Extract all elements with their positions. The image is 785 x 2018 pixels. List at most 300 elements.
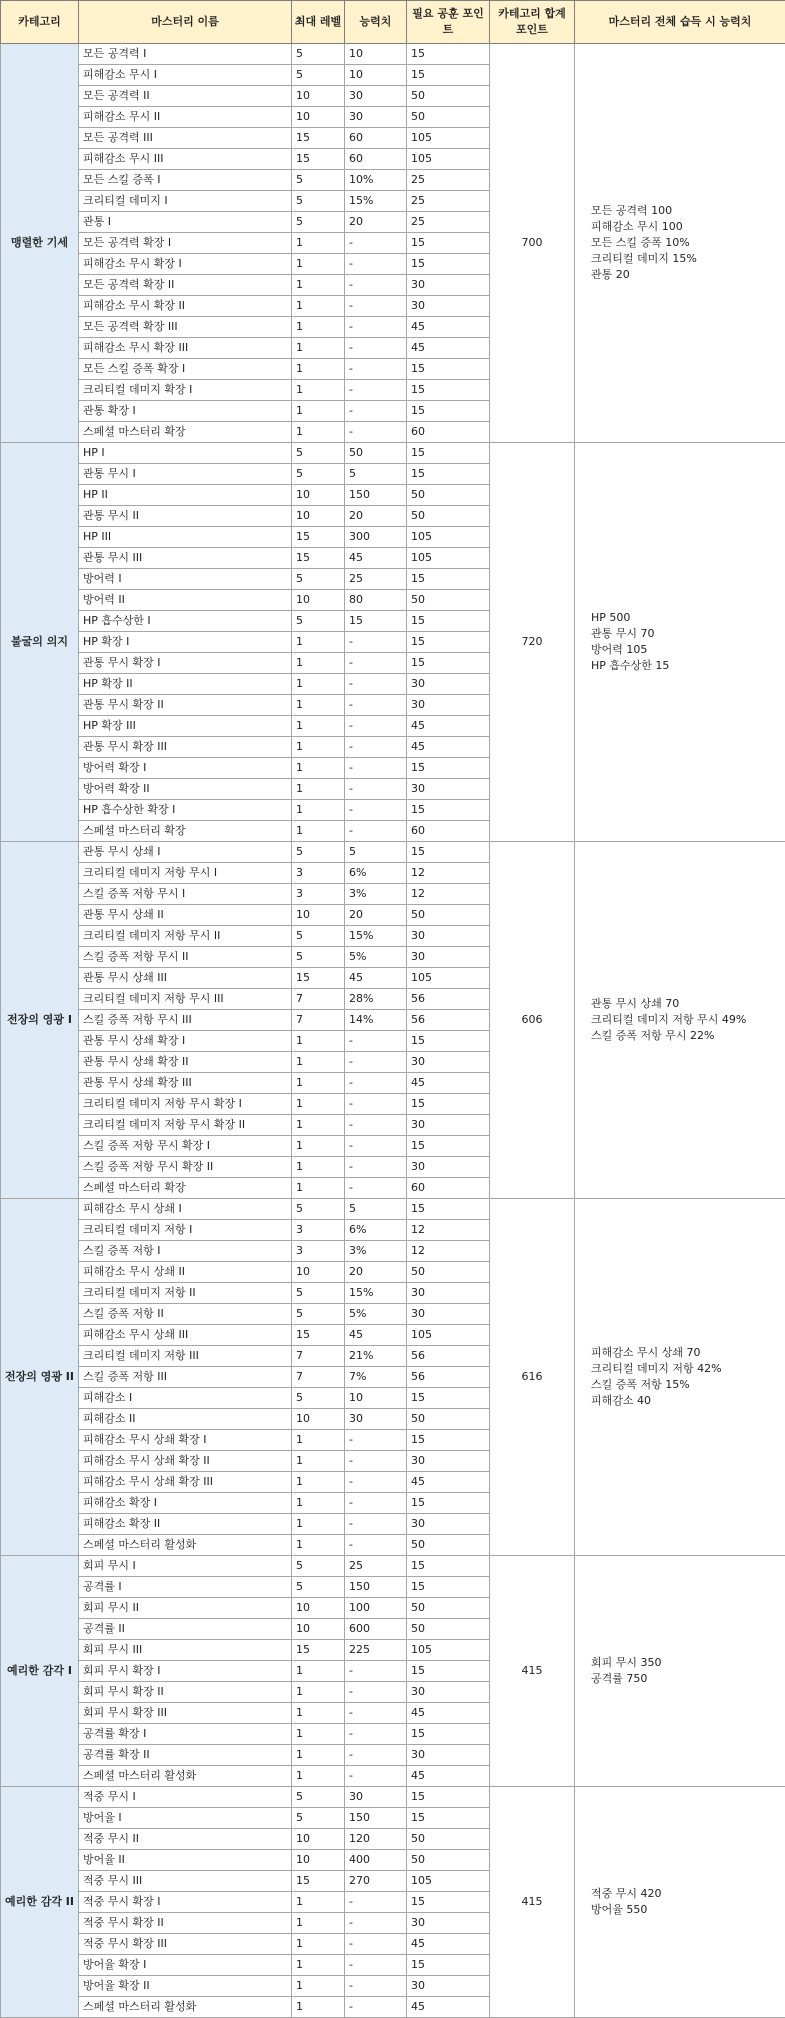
max-level: 15 (292, 968, 345, 989)
mastery-name: 스킬 증폭 저항 I (79, 1241, 292, 1262)
max-level: 1 (292, 1955, 345, 1976)
ability-value: 25 (345, 569, 407, 590)
max-level: 1 (292, 1031, 345, 1052)
mastery-name: 스페셜 마스터리 활성화 (79, 1766, 292, 1787)
ability-value: - (345, 758, 407, 779)
mastery-name: 관통 무시 상쇄 확장 I (79, 1031, 292, 1052)
ability-value: - (345, 716, 407, 737)
required-points: 30 (407, 1451, 490, 1472)
ability-value: - (345, 1934, 407, 1955)
required-points: 15 (407, 1199, 490, 1220)
mastery-name: 모든 공격력 II (79, 86, 292, 107)
mastery-name: HP 확장 I (79, 632, 292, 653)
ability-value: 3% (345, 884, 407, 905)
max-level: 5 (292, 44, 345, 65)
required-points: 45 (407, 1703, 490, 1724)
category-full-ability (575, 443, 785, 842)
max-level: 1 (292, 1451, 345, 1472)
mastery-name: 크리티컬 데미지 저항 무시 확장 I (79, 1094, 292, 1115)
full-ability-line: 모든 공격력 100 (591, 204, 673, 217)
max-level: 15 (292, 1325, 345, 1346)
mastery-name: 회피 무시 I (79, 1556, 292, 1577)
required-points: 15 (407, 1094, 490, 1115)
required-points: 45 (407, 1997, 490, 2018)
required-points: 30 (407, 1157, 490, 1178)
ability-value: 45 (345, 1325, 407, 1346)
ability-value: - (345, 1514, 407, 1535)
ability-value: - (345, 1703, 407, 1724)
required-points: 50 (407, 1619, 490, 1640)
max-level: 1 (292, 1892, 345, 1913)
required-points: 45 (407, 716, 490, 737)
required-points: 45 (407, 1073, 490, 1094)
header-required-points: 필요 공훈 포인트 (407, 1, 490, 44)
max-level: 15 (292, 149, 345, 170)
max-level: 3 (292, 863, 345, 884)
ability-value: - (345, 1136, 407, 1157)
full-ability-line: 모든 스킬 증폭 10% (591, 236, 690, 249)
required-points: 50 (407, 1535, 490, 1556)
category-name: 불굴의 의지 (1, 443, 79, 842)
max-level: 1 (292, 1157, 345, 1178)
table-row (1, 443, 785, 464)
ability-value: - (345, 1892, 407, 1913)
max-level: 5 (292, 212, 345, 233)
ability-value: 28% (345, 989, 407, 1010)
full-ability-line: 공격률 750 (591, 1672, 648, 1685)
ability-value: - (345, 1451, 407, 1472)
ability-value: - (345, 821, 407, 842)
max-level: 1 (292, 1682, 345, 1703)
mastery-name: 피해감소 무시 확장 I (79, 254, 292, 275)
required-points: 105 (407, 968, 490, 989)
mastery-name: 관통 무시 확장 I (79, 653, 292, 674)
mastery-name: 방어율 I (79, 1808, 292, 1829)
ability-value: 15% (345, 1283, 407, 1304)
required-points: 30 (407, 1745, 490, 1766)
required-points: 45 (407, 1934, 490, 1955)
ability-value: 10% (345, 170, 407, 191)
ability-value: 600 (345, 1619, 407, 1640)
ability-value: 225 (345, 1640, 407, 1661)
required-points: 15 (407, 1577, 490, 1598)
mastery-name: 회피 무시 확장 II (79, 1682, 292, 1703)
max-level: 1 (292, 1745, 345, 1766)
required-points: 45 (407, 317, 490, 338)
ability-value: 30 (345, 86, 407, 107)
max-level: 1 (292, 821, 345, 842)
max-level: 5 (292, 443, 345, 464)
ability-value: - (345, 275, 407, 296)
ability-value: - (345, 653, 407, 674)
required-points: 15 (407, 1031, 490, 1052)
ability-value: 3% (345, 1241, 407, 1262)
required-points: 30 (407, 1052, 490, 1073)
category-name: 예리한 감각 I (1, 1556, 79, 1787)
ability-value: 80 (345, 590, 407, 611)
mastery-name: 크리티컬 데미지 확장 I (79, 380, 292, 401)
max-level: 1 (292, 1073, 345, 1094)
category-full-ability (575, 1787, 785, 2018)
full-ability-line: 크리티컬 데미지 저항 42% (591, 1362, 722, 1375)
max-level: 1 (292, 758, 345, 779)
ability-value: 10 (345, 65, 407, 86)
ability-value: - (345, 695, 407, 716)
required-points: 45 (407, 338, 490, 359)
ability-value: 10 (345, 44, 407, 65)
mastery-name: 공격률 I (79, 1577, 292, 1598)
max-level: 1 (292, 1514, 345, 1535)
mastery-name: 방어율 확장 II (79, 1976, 292, 1997)
ability-value: 45 (345, 968, 407, 989)
ability-value: - (345, 1157, 407, 1178)
mastery-name: 방어력 확장 II (79, 779, 292, 800)
ability-value: - (345, 1997, 407, 2018)
max-level: 1 (292, 275, 345, 296)
mastery-name: 적중 무시 확장 III (79, 1934, 292, 1955)
ability-value: - (345, 1052, 407, 1073)
mastery-name: HP I (79, 443, 292, 464)
mastery-name: 크리티컬 데미지 I (79, 191, 292, 212)
ability-value: - (345, 254, 407, 275)
ability-value: - (345, 779, 407, 800)
category-total-points: 415 (490, 1556, 575, 1787)
max-level: 10 (292, 1409, 345, 1430)
mastery-name: 회피 무시 확장 III (79, 1703, 292, 1724)
mastery-name: 스페셜 마스터리 확장 (79, 1178, 292, 1199)
max-level: 1 (292, 359, 345, 380)
max-level: 1 (292, 779, 345, 800)
ability-value: 30 (345, 1409, 407, 1430)
max-level: 7 (292, 1346, 345, 1367)
mastery-name: 관통 무시 상쇄 III (79, 968, 292, 989)
ability-value: 150 (345, 485, 407, 506)
required-points: 56 (407, 989, 490, 1010)
required-points: 30 (407, 947, 490, 968)
ability-value: - (345, 317, 407, 338)
mastery-name: 스페셜 마스터리 확장 (79, 422, 292, 443)
ability-value: - (345, 1094, 407, 1115)
ability-value: - (345, 737, 407, 758)
max-level: 1 (292, 401, 345, 422)
mastery-name: 관통 무시 상쇄 확장 III (79, 1073, 292, 1094)
ability-value: - (345, 422, 407, 443)
mastery-name: 스킬 증폭 저항 무시 확장 I (79, 1136, 292, 1157)
required-points: 15 (407, 1808, 490, 1829)
header-total-points: 카테고리 합계 포인트 (490, 1, 575, 44)
mastery-name: 관통 무시 III (79, 548, 292, 569)
mastery-name: 모든 공격력 확장 III (79, 317, 292, 338)
max-level: 3 (292, 1220, 345, 1241)
max-level: 5 (292, 569, 345, 590)
required-points: 30 (407, 674, 490, 695)
required-points: 30 (407, 695, 490, 716)
mastery-name: 관통 확장 I (79, 401, 292, 422)
required-points: 30 (407, 1913, 490, 1934)
header-category: 카테고리 (1, 1, 79, 44)
max-level: 1 (292, 1976, 345, 1997)
category-total-points: 616 (490, 1199, 575, 1556)
header-name: 마스터리 이름 (79, 1, 292, 44)
required-points: 30 (407, 1976, 490, 1997)
mastery-name: HP 흡수상한 I (79, 611, 292, 632)
required-points: 50 (407, 506, 490, 527)
category-full-ability (575, 1199, 785, 1556)
ability-value: 15% (345, 926, 407, 947)
required-points: 30 (407, 779, 490, 800)
ability-value: - (345, 359, 407, 380)
full-ability-line: HP 흡수상한 15 (591, 659, 670, 672)
max-level: 1 (292, 1724, 345, 1745)
mastery-name: 스킬 증폭 저항 III (79, 1367, 292, 1388)
required-points: 15 (407, 1430, 490, 1451)
required-points: 15 (407, 65, 490, 86)
required-points: 50 (407, 1598, 490, 1619)
full-ability-line: 피해감소 무시 상쇄 70 (591, 1346, 701, 1359)
max-level: 5 (292, 1787, 345, 1808)
required-points: 15 (407, 1136, 490, 1157)
max-level: 5 (292, 191, 345, 212)
required-points: 25 (407, 212, 490, 233)
max-level: 1 (292, 1934, 345, 1955)
max-level: 5 (292, 170, 345, 191)
required-points: 12 (407, 1220, 490, 1241)
ability-value: 21% (345, 1346, 407, 1367)
ability-value: 7% (345, 1367, 407, 1388)
category-full-ability (575, 842, 785, 1199)
required-points: 50 (407, 590, 490, 611)
mastery-name: HP 확장 III (79, 716, 292, 737)
mastery-name: 적중 무시 III (79, 1871, 292, 1892)
ability-value: - (345, 674, 407, 695)
required-points: 30 (407, 1682, 490, 1703)
header-full-ability: 마스터리 전체 습득 시 능력치 (575, 1, 785, 44)
mastery-name: 관통 무시 I (79, 464, 292, 485)
category-full-ability (575, 1556, 785, 1787)
mastery-name: 관통 무시 상쇄 II (79, 905, 292, 926)
max-level: 3 (292, 884, 345, 905)
mastery-name: 피해감소 확장 I (79, 1493, 292, 1514)
ability-value: 6% (345, 1220, 407, 1241)
mastery-name: 방어율 확장 I (79, 1955, 292, 1976)
mastery-name: 크리티컬 데미지 저항 무시 II (79, 926, 292, 947)
mastery-name: 크리티컬 데미지 저항 I (79, 1220, 292, 1241)
max-level: 1 (292, 338, 345, 359)
ability-value: 14% (345, 1010, 407, 1031)
full-ability-line: 피해감소 40 (591, 1394, 651, 1407)
mastery-name: 스페셜 마스터리 확장 (79, 821, 292, 842)
required-points: 50 (407, 86, 490, 107)
category-name: 전장의 영광 I (1, 842, 79, 1199)
ability-value: 270 (345, 1871, 407, 1892)
mastery-name: 모든 공격력 III (79, 128, 292, 149)
full-ability-line: 관통 무시 상쇄 70 (591, 997, 680, 1010)
max-level: 10 (292, 506, 345, 527)
max-level: 15 (292, 548, 345, 569)
mastery-name: 적중 무시 I (79, 1787, 292, 1808)
max-level: 1 (292, 422, 345, 443)
max-level: 15 (292, 1871, 345, 1892)
max-level: 1 (292, 1136, 345, 1157)
ability-value: 20 (345, 905, 407, 926)
required-points: 15 (407, 44, 490, 65)
ability-value: - (345, 1724, 407, 1745)
mastery-name: 피해감소 확장 II (79, 1514, 292, 1535)
required-points: 105 (407, 1871, 490, 1892)
full-ability-line: 스킬 증폭 저항 무시 22% (591, 1029, 715, 1042)
max-level: 3 (292, 1241, 345, 1262)
full-ability-line: 관통 20 (591, 268, 630, 281)
ability-value: 25 (345, 1556, 407, 1577)
required-points: 15 (407, 233, 490, 254)
mastery-name: 모든 공격력 확장 II (79, 275, 292, 296)
required-points: 30 (407, 1283, 490, 1304)
mastery-name: 크리티컬 데미지 저항 II (79, 1283, 292, 1304)
required-points: 15 (407, 1493, 490, 1514)
required-points: 12 (407, 863, 490, 884)
required-points: 105 (407, 1640, 490, 1661)
ability-value: 5% (345, 947, 407, 968)
category-total-points: 415 (490, 1787, 575, 2018)
ability-value: - (345, 233, 407, 254)
mastery-name: 관통 무시 확장 II (79, 695, 292, 716)
mastery-name: 크리티컬 데미지 저항 무시 확장 II (79, 1115, 292, 1136)
full-ability-line: 회피 무시 350 (591, 1656, 662, 1669)
max-level: 1 (292, 1997, 345, 2018)
required-points: 15 (407, 653, 490, 674)
full-ability-line: 크리티컬 데미지 저항 무시 49% (591, 1013, 747, 1026)
mastery-name: 적중 무시 II (79, 1829, 292, 1850)
ability-value: 20 (345, 1262, 407, 1283)
required-points: 25 (407, 191, 490, 212)
ability-value: 400 (345, 1850, 407, 1871)
ability-value: 30 (345, 1787, 407, 1808)
category-name: 전장의 영광 II (1, 1199, 79, 1556)
mastery-name: 모든 공격력 확장 I (79, 233, 292, 254)
max-level: 1 (292, 233, 345, 254)
max-level: 5 (292, 1283, 345, 1304)
mastery-name: 모든 공격력 I (79, 44, 292, 65)
ability-value: - (345, 1976, 407, 1997)
required-points: 60 (407, 821, 490, 842)
mastery-name: 피해감소 II (79, 1409, 292, 1430)
required-points: 15 (407, 611, 490, 632)
mastery-name: 스페셜 마스터리 활성화 (79, 1997, 292, 2018)
mastery-name: 피해감소 무시 상쇄 II (79, 1262, 292, 1283)
mastery-name: 피해감소 무시 상쇄 I (79, 1199, 292, 1220)
category-total-points: 606 (490, 842, 575, 1199)
required-points: 15 (407, 569, 490, 590)
ability-value: 5 (345, 842, 407, 863)
required-points: 15 (407, 842, 490, 863)
max-level: 10 (292, 1262, 345, 1283)
max-level: 10 (292, 86, 345, 107)
max-level: 10 (292, 107, 345, 128)
ability-value: 15% (345, 191, 407, 212)
required-points: 105 (407, 527, 490, 548)
max-level: 15 (292, 527, 345, 548)
required-points: 56 (407, 1346, 490, 1367)
required-points: 56 (407, 1010, 490, 1031)
required-points: 15 (407, 464, 490, 485)
mastery-name: 적중 무시 확장 I (79, 1892, 292, 1913)
mastery-name: 관통 무시 II (79, 506, 292, 527)
full-ability-line: HP 500 (591, 611, 631, 624)
max-level: 1 (292, 296, 345, 317)
required-points: 50 (407, 485, 490, 506)
ability-value: 60 (345, 149, 407, 170)
mastery-name: 방어력 I (79, 569, 292, 590)
max-level: 7 (292, 1010, 345, 1031)
mastery-name: 방어력 II (79, 590, 292, 611)
max-level: 1 (292, 1913, 345, 1934)
mastery-name: 스킬 증폭 저항 무시 III (79, 1010, 292, 1031)
required-points: 105 (407, 128, 490, 149)
mastery-name: 회피 무시 II (79, 1598, 292, 1619)
mastery-name: 관통 무시 상쇄 확장 II (79, 1052, 292, 1073)
max-level: 1 (292, 1094, 345, 1115)
mastery-name: 크리티컬 데미지 저항 III (79, 1346, 292, 1367)
required-points: 45 (407, 1766, 490, 1787)
mastery-name: 방어력 확장 I (79, 758, 292, 779)
ability-value: 5 (345, 464, 407, 485)
max-level: 5 (292, 842, 345, 863)
mastery-name: HP III (79, 527, 292, 548)
mastery-name: 공격률 확장 II (79, 1745, 292, 1766)
max-level: 1 (292, 317, 345, 338)
max-level: 10 (292, 590, 345, 611)
max-level: 1 (292, 1472, 345, 1493)
full-ability-line: 방어력 105 (591, 643, 648, 656)
max-level: 7 (292, 989, 345, 1010)
required-points: 50 (407, 1262, 490, 1283)
required-points: 15 (407, 1955, 490, 1976)
ability-value: 5% (345, 1304, 407, 1325)
mastery-name: 피해감소 I (79, 1388, 292, 1409)
category-full-ability (575, 44, 785, 443)
ability-value: - (345, 1178, 407, 1199)
required-points: 60 (407, 422, 490, 443)
max-level: 5 (292, 1199, 345, 1220)
required-points: 15 (407, 758, 490, 779)
max-level: 5 (292, 611, 345, 632)
ability-value: - (345, 1493, 407, 1514)
ability-value: - (345, 1682, 407, 1703)
required-points: 15 (407, 1556, 490, 1577)
mastery-name: HP 흡수상한 확장 I (79, 800, 292, 821)
max-level: 10 (292, 1619, 345, 1640)
mastery-name: 관통 무시 상쇄 I (79, 842, 292, 863)
max-level: 5 (292, 65, 345, 86)
ability-value: - (345, 380, 407, 401)
required-points: 105 (407, 149, 490, 170)
max-level: 1 (292, 1052, 345, 1073)
mastery-name: HP II (79, 485, 292, 506)
mastery-name: 모든 스킬 증폭 I (79, 170, 292, 191)
mastery-name: HP 확장 II (79, 674, 292, 695)
ability-value: 6% (345, 863, 407, 884)
ability-value: - (345, 401, 407, 422)
required-points: 30 (407, 1115, 490, 1136)
max-level: 15 (292, 1640, 345, 1661)
ability-value: 100 (345, 1598, 407, 1619)
max-level: 1 (292, 254, 345, 275)
mastery-name: 크리티컬 데미지 저항 무시 I (79, 863, 292, 884)
category-total-points: 700 (490, 44, 575, 443)
required-points: 105 (407, 548, 490, 569)
table-row (1, 44, 785, 65)
required-points: 12 (407, 884, 490, 905)
